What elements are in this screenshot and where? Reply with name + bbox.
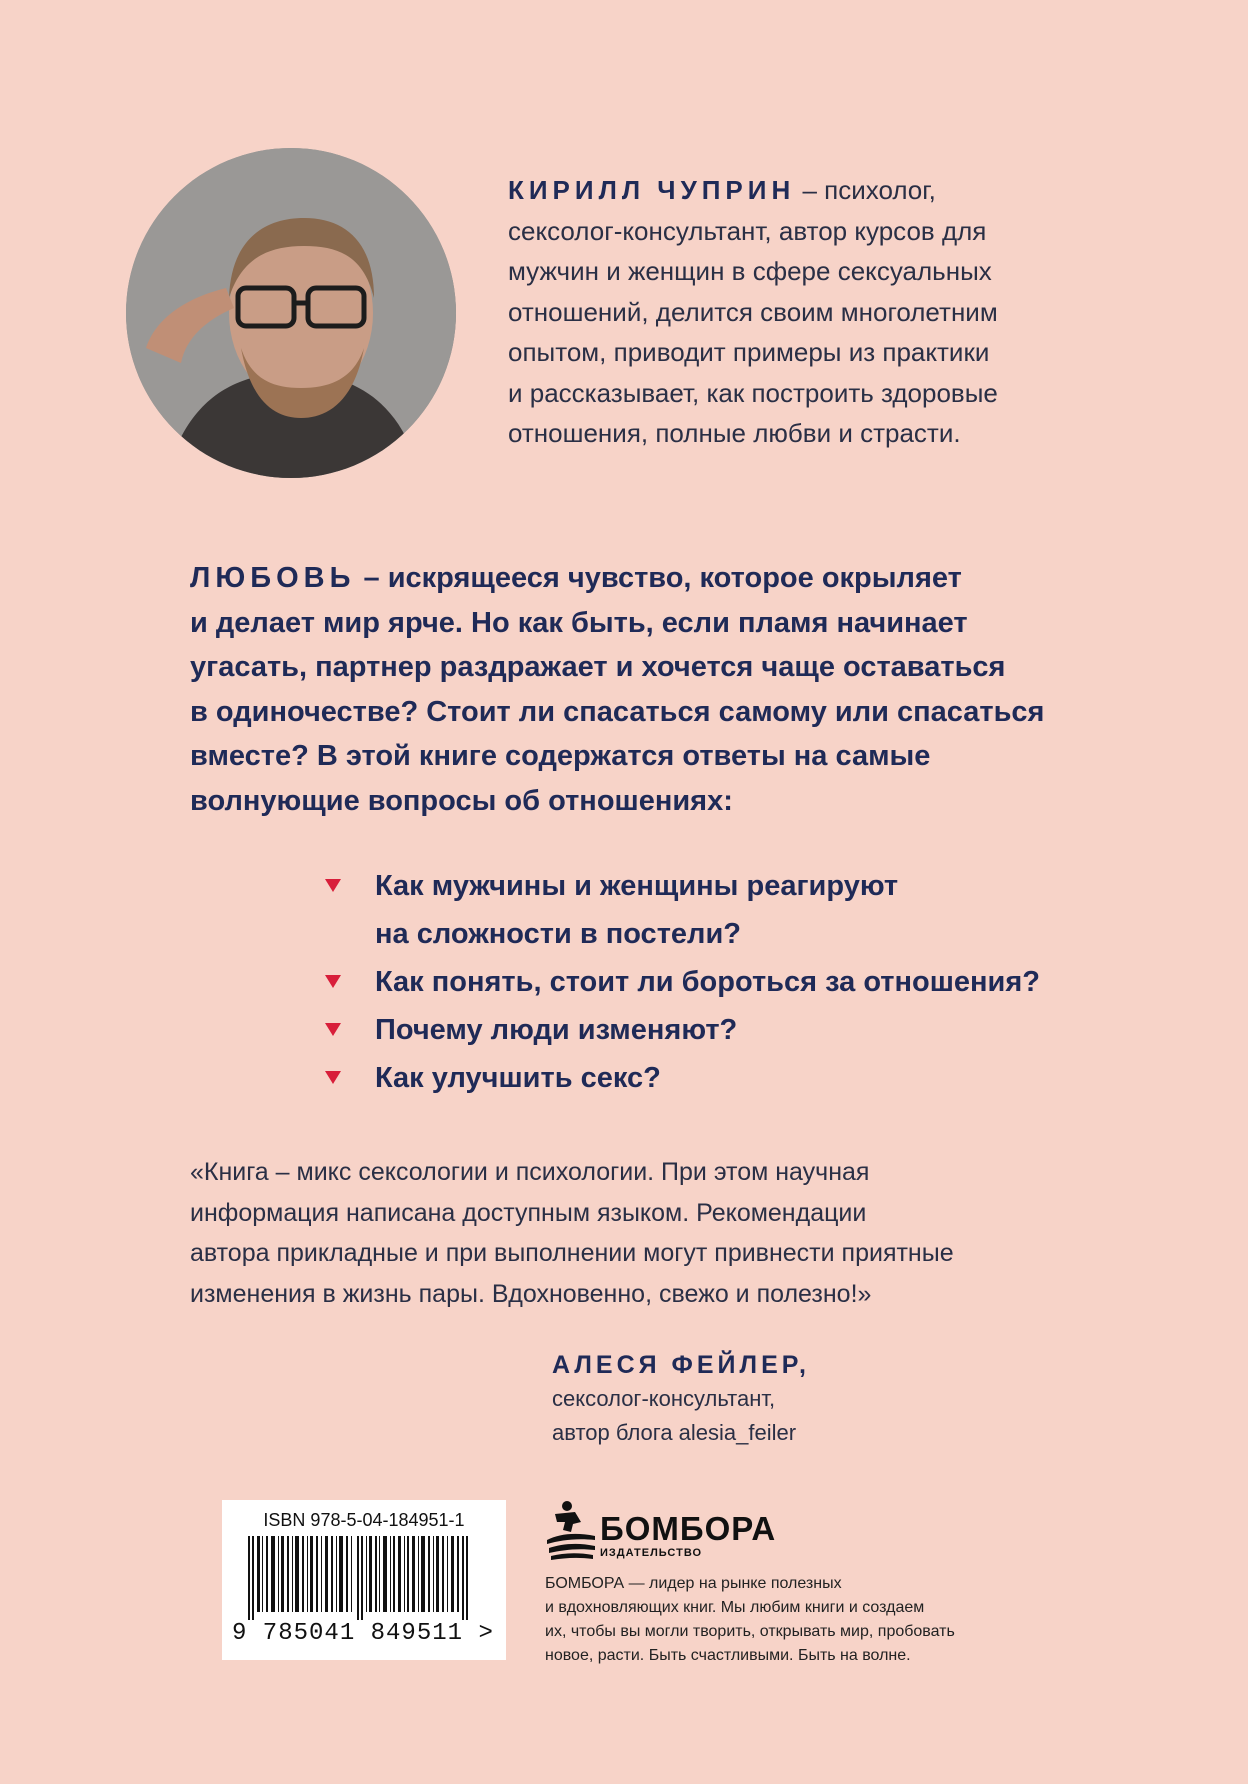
publisher-sub: ИЗДАТЕЛЬСТВО <box>600 1547 703 1559</box>
quote-line: информация написана доступным языком. Рекомендации <box>190 1198 867 1227</box>
intro-first-line <box>190 556 1090 601</box>
intro-paragraph <box>190 556 1090 823</box>
publisher-desc-line: БОМБОРА — лидер на рынке полезных <box>545 1575 842 1592</box>
question-item <box>325 1054 1225 1102</box>
author-name: КИРИЛЛ ЧУПРИН <box>508 175 796 205</box>
author-bio-line: сексолог-консультант, автор курсов для <box>508 215 987 246</box>
author-bio <box>508 170 1128 454</box>
isbn-barcode <box>222 1500 506 1660</box>
isbn-label: ISBN 978-5-04-184951-1 <box>263 1510 465 1530</box>
intro-line: в одиночестве? Стоит ли спасаться самому или спасаться <box>190 695 1045 728</box>
question-text: Как понять, стоит ли бороться за отношения? <box>375 966 1041 998</box>
question-text-line: Как мужчины и женщины реагируют <box>375 870 899 902</box>
intro-line: и делает мир ярче. Но как быть, если пламя начинает <box>190 606 968 639</box>
quote-line: «Книга – микс сексологии и психологии. При этом научная <box>190 1158 870 1186</box>
reviewer-role: сексолог-консультант, <box>552 1386 776 1411</box>
author-bio-first-line <box>508 170 1128 211</box>
author-bio-line1-rest: – психолог, <box>795 175 936 205</box>
publisher-desc-line: и вдохновляющих книг. Мы любим книги и создаем <box>545 1599 925 1616</box>
intro-line: вместе? В этой книге содержатся ответы на самые <box>190 740 931 772</box>
intro-line: угасать, партнер раздражает и хочется чаще оставаться <box>190 651 1006 683</box>
author-bio-line: и рассказывает, как построить здоровые <box>508 377 998 408</box>
question-item <box>325 862 1225 958</box>
quote-line: изменения в жизнь пары. Вдохновенно, свежо и полезно!» <box>190 1279 872 1308</box>
question-item <box>325 1006 1225 1054</box>
author-bio-line: отношений, делится своим многолетним <box>508 296 998 327</box>
quote-line: автора прикладные и при выполнении могут привнести приятные <box>190 1239 954 1267</box>
publisher-desc-line: новое, расти. Быть счастливыми. Быть на волне. <box>545 1647 911 1664</box>
barcode-digits: 9 785041 849511 > <box>232 1620 494 1647</box>
triangle-down-icon <box>325 1071 341 1084</box>
reviewer-name: АЛЕСЯ ФЕЙЛЕР, <box>552 1351 810 1379</box>
author-photo <box>126 148 456 478</box>
intro-lead-word: ЛЮБОВЬ <box>190 562 356 594</box>
publisher-name: БОМБОРА <box>600 1510 777 1547</box>
triangle-down-icon <box>325 879 341 892</box>
author-bio-line: мужчин и женщин в сфере сексуальных <box>508 256 992 286</box>
question-text: Как улучшить секс? <box>375 1062 661 1094</box>
reviewer-blog: автор блога alesia_feiler <box>552 1420 797 1445</box>
question-text: Почему люди изменяют? <box>375 1014 738 1046</box>
intro-line: волнующие вопросы об отношениях: <box>190 784 733 817</box>
review-quote <box>190 1152 1090 1314</box>
publisher-desc-line: их, чтобы вы могли творить, открывать мир, пробовать <box>545 1623 955 1640</box>
triangle-down-icon <box>325 1023 341 1036</box>
triangle-down-icon <box>325 975 341 988</box>
reviewer-signature <box>552 1348 1052 1450</box>
question-text-line: на сложности в постели? <box>375 918 741 950</box>
barcode-bars-icon <box>248 1536 478 1620</box>
author-bio-line: отношения, полные любви и страсти. <box>508 418 961 448</box>
author-portrait-icon <box>126 148 456 478</box>
question-item <box>325 958 1225 1006</box>
bombora-surfer-icon <box>545 1500 597 1562</box>
author-bio-line: опытом, приводит примеры из практики <box>508 337 990 367</box>
questions-list <box>325 862 1225 1102</box>
intro-line1-rest: – искрящееся чувство, которое окрыляет <box>355 562 962 594</box>
publisher-description <box>545 1572 1025 1668</box>
